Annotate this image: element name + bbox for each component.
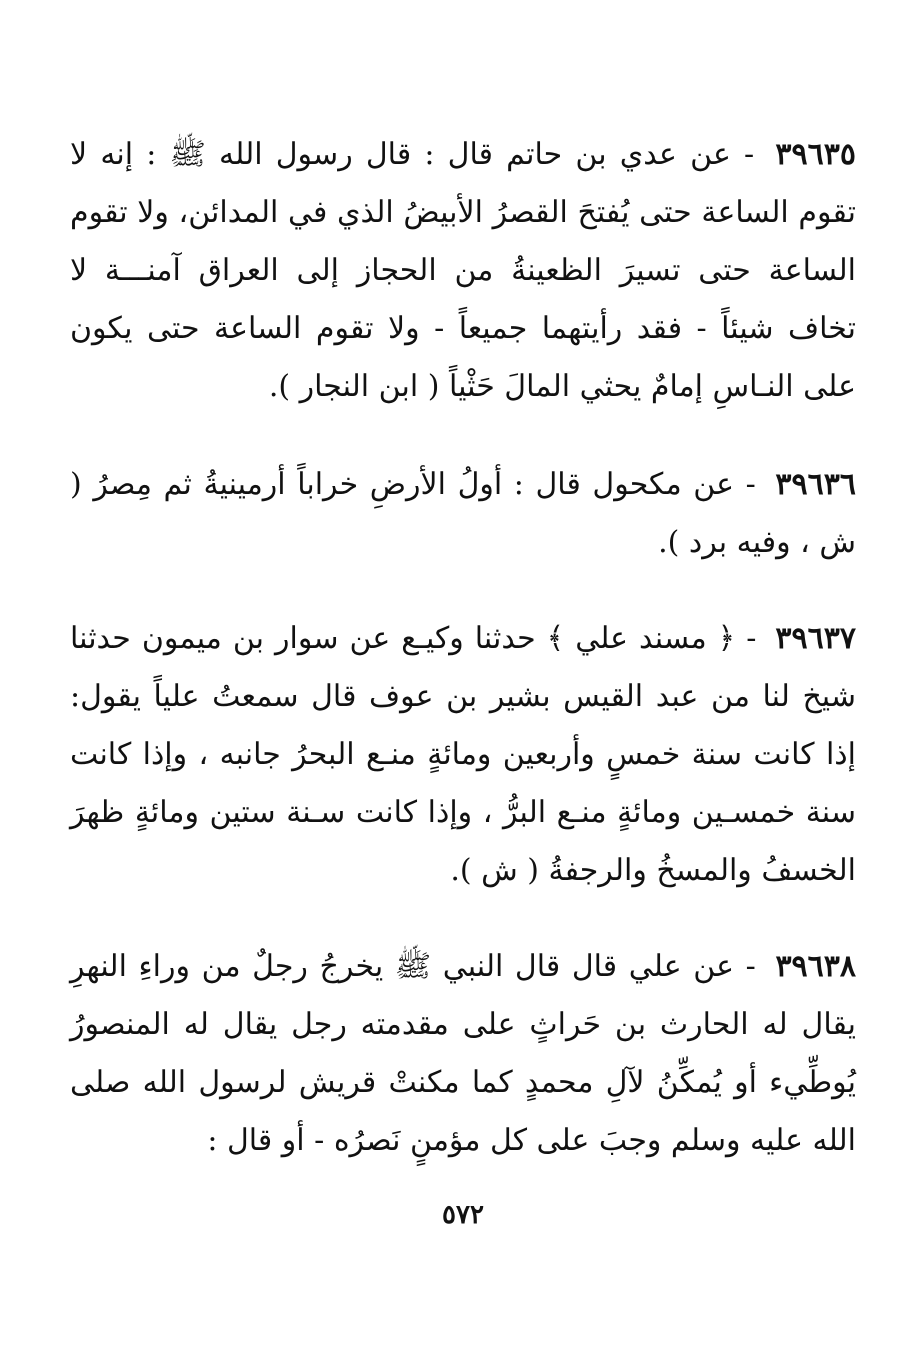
hadith-number: ٣٩٦٣٥: [775, 137, 856, 172]
hadith-39638: [70, 938, 856, 1170]
hadith-text: - عن مكحول قال : أولُ الأرضِ خراباً أرمينيةُ ثم مِصرُ ( ش ، وفيه برد ).: [70, 467, 856, 560]
document-page: [70, 120, 856, 1300]
hadith-39635: [70, 126, 856, 416]
hadith-text: - ﴿ مسند علي ﴾ حدثنا وكيـع عن سوار بن ميمون حدثنا شيخ لنا من عبد القيس بشير بن عوف قال سمعتُ علياً يقول: إذا كانت سنة خمسٍ وأربعين ومائةٍ منـع البحرُ جانبه ، وإذا كانت سنة خمسـين ومائةٍ منـع البرُّ ، وإذا كانت سـنة ستين ومائةٍ ظهرَ الخسفُ والمسخُ والرجفةُ ( ش ).: [70, 621, 856, 888]
page-number: ٥٧٢: [442, 1200, 484, 1230]
hadith-number: ٣٩٦٣٦: [775, 467, 856, 502]
hadith-text: - عن عدي بن حاتم قال : قال رسول الله ﷺ : إنه لا تقوم الساعة حتى يُفتحَ القصرُ الأبيضُ الذي في المدائن، ولا تقوم الساعة حتى تسيرَ الظعينةُ من الحجاز إلى العراق آمنـــة لا تخاف شيئاً - فقد رأيتهما جميعاً - ولا تقوم الساعة حتى يكون على النـاسِ إمامٌ يحثي المالَ حَثْياً ( ابن النجار ).: [70, 137, 856, 404]
hadith-text: - عن علي قال قال النبي ﷺ يخرجُ رجلٌ من وراءِ النهرِ يقال له الحارث بن حَراثٍ على مقدمته رجل يقال له المنصورُ يُوطِّيء أو يُمكِّنُ لآلِ محمدٍ كما مكنتْ قريش لرسول الله صلى الله عليه وسلم وجبَ على كل مؤمنٍ نَصرُه - أو قال :: [70, 949, 856, 1158]
hadith-number: ٣٩٦٣٨: [775, 949, 857, 984]
hadith-39637: [70, 610, 856, 900]
hadith-39636: [70, 456, 856, 572]
hadith-number: ٣٩٦٣٧: [775, 621, 856, 656]
